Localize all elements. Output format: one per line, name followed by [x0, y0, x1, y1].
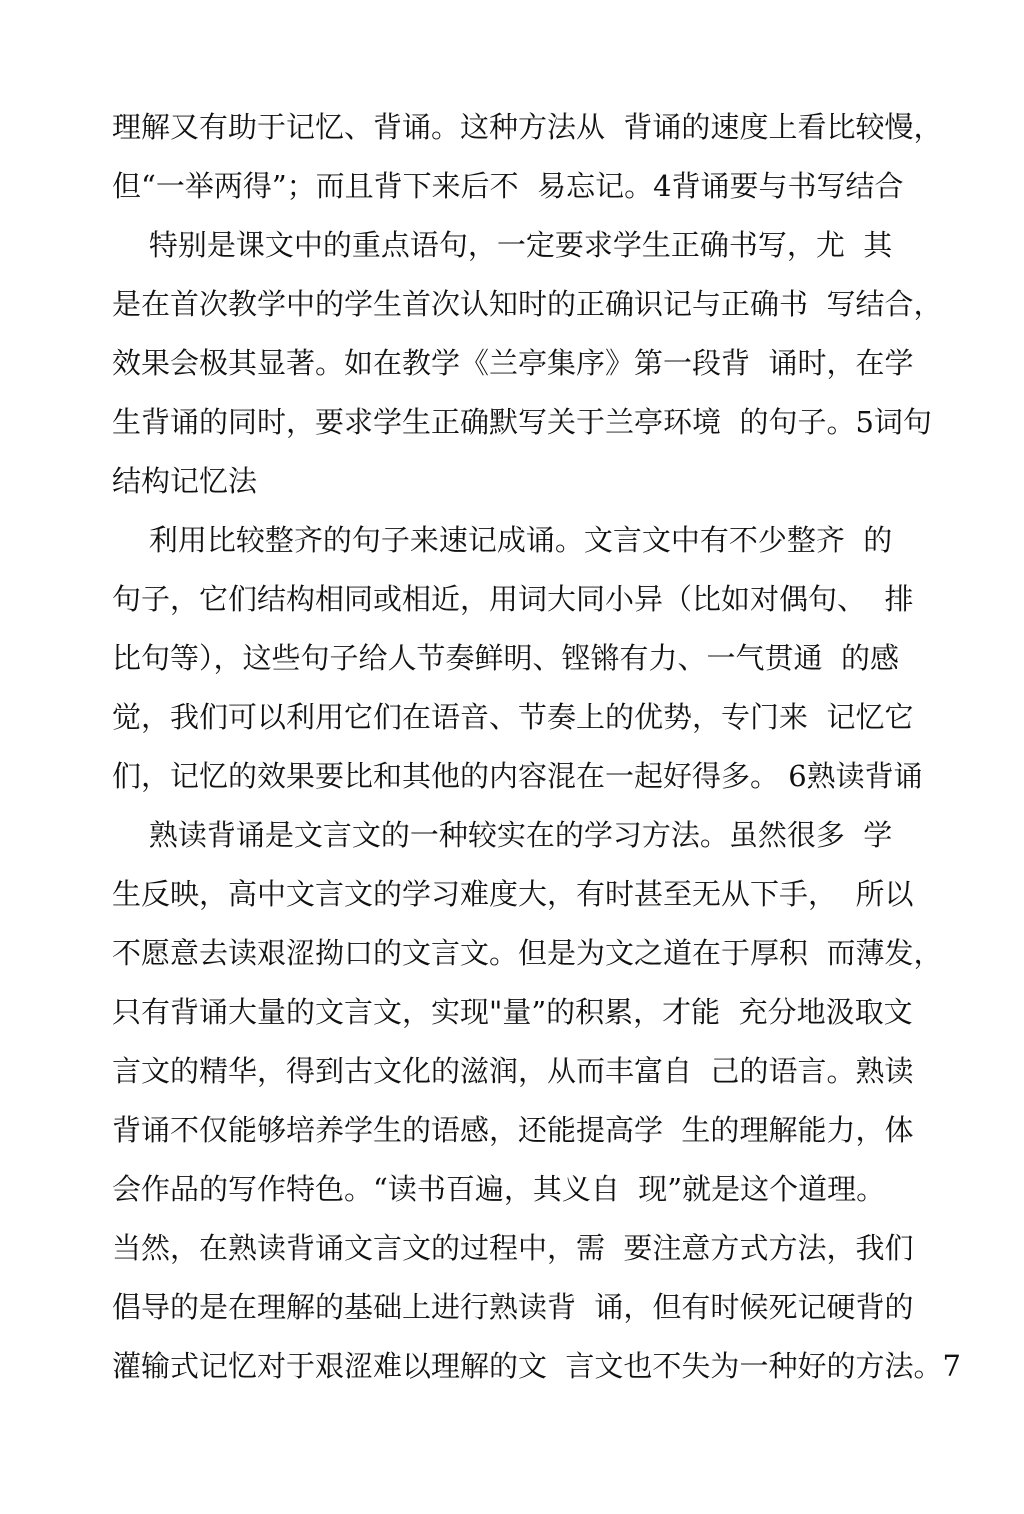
text-line: 生背诵的同时，要求学生正确默写关于兰亭环境 的句子。5词句: [112, 405, 932, 439]
text-line: 句子，它们结构相同或相近，用词大同小异（比如对偶句、 排: [112, 582, 914, 616]
text-line: 比句等），这些句子给人节奏鲜明、铿锵有力、一气贯通 的感: [112, 641, 899, 675]
text-line: 但“一举两得”；而且背下来后不 易忘记。4背诵要与书写结合: [112, 169, 904, 203]
text-line: 倡导的是在理解的基础上进行熟读背 诵，但有时候死记硬背的: [112, 1290, 914, 1324]
text-line: 熟读背诵是文言文的一种较实在的学习方法。虽然很多 学: [112, 818, 893, 852]
text-line: 结构记忆法: [112, 464, 258, 498]
text-line: 当然，在熟读背诵文言文的过程中，需 要注意方式方法，我们: [112, 1231, 914, 1265]
text-line: 效果会极其显著。如在教学《兰亭集序》第一段背 诵时，在学: [112, 346, 914, 380]
text-line: 觉，我们可以利用它们在语音、节奏上的优势，专门来 记忆它: [112, 700, 914, 734]
text-line: 特别是课文中的重点语句，一定要求学生正确书写，尤 其: [112, 228, 893, 262]
text-line: 理解又有助于记忆、背诵。这种方法从 背诵的速度上看比较慢，: [112, 110, 943, 144]
text-line: 生反映，高中文言文的学习难度大，有时甚至无从下手， 所以: [112, 877, 914, 911]
text-line: 只有背诵大量的文言文，实现"量”的积累，才能 充分地汲取文: [112, 995, 913, 1029]
text-line: 是在首次教学中的学生首次认知时的正确识记与正确书 写结合，: [112, 287, 943, 321]
text-line: 背诵不仅能够培养学生的语感，还能提高学 生的理解能力，体: [112, 1113, 914, 1147]
text-line: 会作品的写作特色。“读书百遍，其义自 现”就是这个道理。: [112, 1172, 886, 1206]
text-line: 利用比较整齐的句子来速记成诵。文言文中有不少整齐 的: [112, 523, 893, 557]
text-line: 不愿意去读艰涩拗口的文言文。但是为文之道在于厚积 而薄发，: [112, 936, 943, 970]
text-line: 们，记忆的效果要比和其他的内容混在一起好得多。 6熟读背诵: [112, 759, 923, 793]
text-line: 言文的精华，得到古文化的滋润，从而丰富自 己的语言。熟读: [112, 1054, 914, 1088]
text-line: 灌输式记忆对于艰涩难以理解的文 言文也不失为一种好的方法。7: [112, 1349, 961, 1383]
